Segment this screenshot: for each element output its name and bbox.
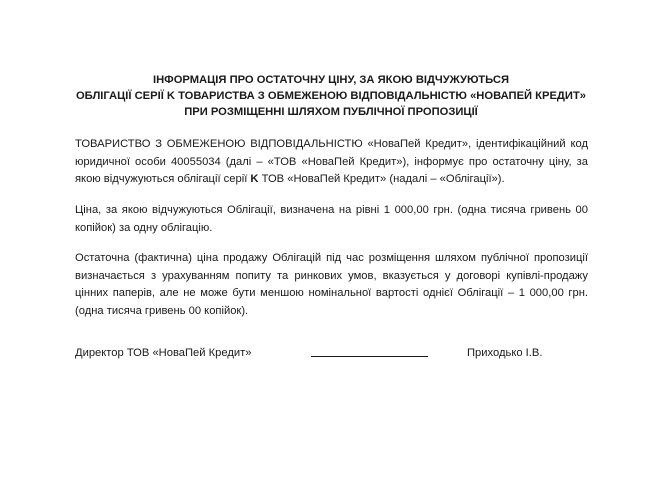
signatory-title: Директор ТОВ «НоваПей Кредит»	[75, 347, 252, 359]
signatory-name: Приходько І.В.	[467, 347, 543, 359]
final-price-paragraph: Остаточна (фактична) ціна продажу Облігацій під час розміщення шляхом публічної пропозиції визначається з урахуванням попиту та ринкових умов, вказується у договорі купівлі-продажу цінних паперів, але не може бути меншою номінальної вартості однієї Облігації – 1 000,00 грн. (одна тисяча гривень 00 копійок).	[75, 252, 588, 317]
document-heading	[60, 72, 602, 120]
intro-text-end: ТОВ «НоваПей Кредит» (надалі – «Облігації»).	[258, 173, 505, 185]
heading-line-1: ІНФОРМАЦІЯ ПРО ОСТАТОЧНУ ЦІНУ, ЗА ЯКОЮ ВІДЧУЖУЮТЬСЯ	[152, 74, 509, 86]
heading-line-2: ОБЛІГАЦІЇ СЕРІЇ K ТОВАРИСТВА З ОБМЕЖЕНОЮ ВІДПОВІДАЛЬНІСТЮ «НОВАПЕЙ КРЕДИТ»	[75, 90, 586, 102]
intro-text-start: ТОВАРИСТВО З ОБМЕЖЕНОЮ ВІДПОВІДАЛЬНІСТЮ «НоваПей Кредит», ідентифікаційний код юридичної особи 40055034 (далі – «ТОВ «НоваПей Кредит»), інформує про остаточну ціну, за якою відчужуються облігації серії	[75, 138, 588, 185]
signature-line	[311, 356, 428, 357]
series-letter: K	[250, 173, 259, 185]
price-paragraph: Ціна, за якою відчужуються Облігації, визначена на рівні 1 000,00 грн. (одна тисяча гривень 00 копійок) за одну облігацію.	[75, 204, 588, 234]
heading-line-3: ПРИ РОЗМІЩЕННІ ШЛЯХОМ ПУБЛІЧНОЇ ПРОПОЗИЦІЇ	[184, 106, 478, 118]
intro-paragraph	[75, 136, 588, 189]
